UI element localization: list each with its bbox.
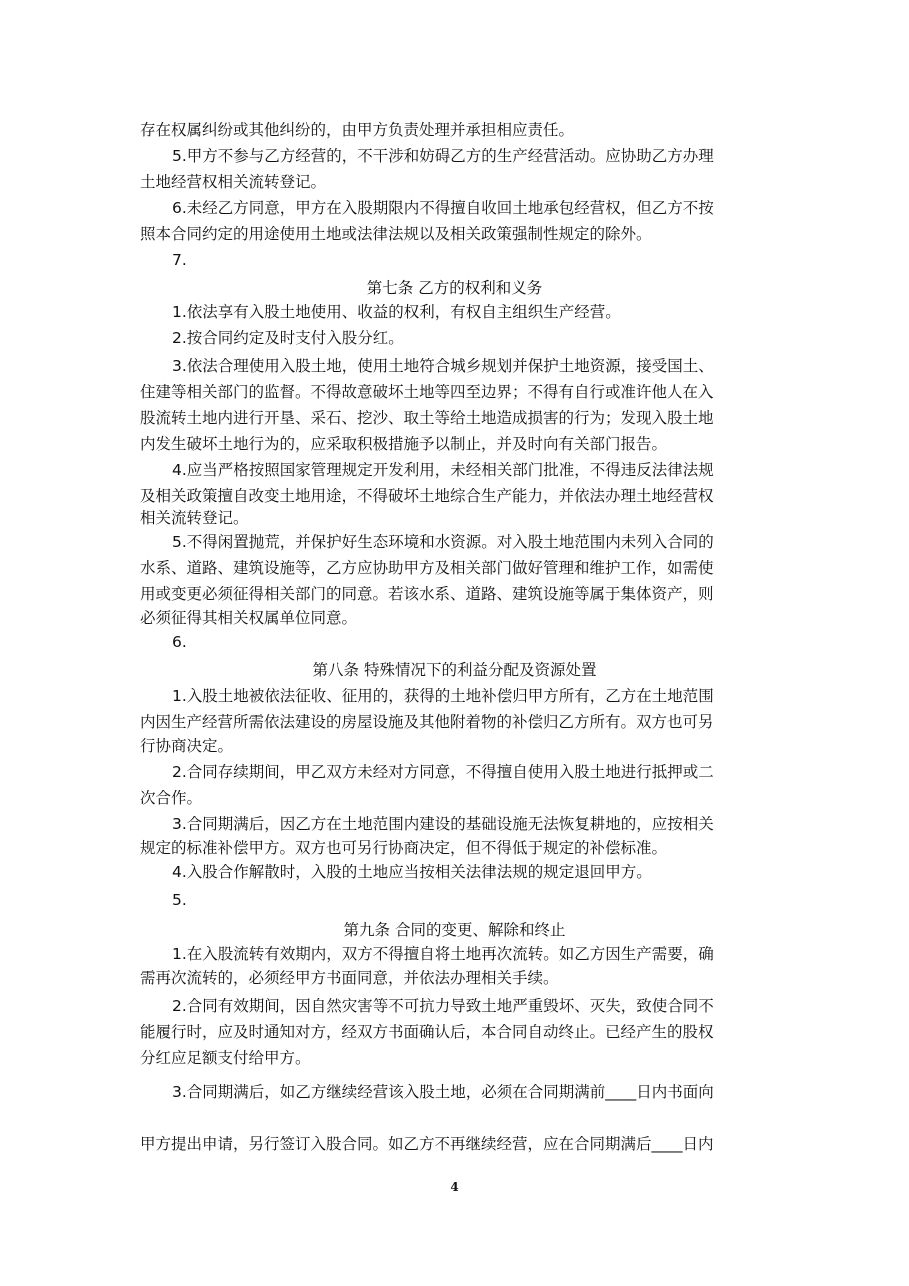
l5: 7. [172, 251, 187, 269]
l19: 必须征得其相关权属单位同意。 [140, 609, 358, 627]
l25: 2.合同存续期间，甲乙双方未经对方同意，不得擅自使用入股土地进行抵押或二 [172, 763, 714, 781]
l2: 土地经营权相关流转登记。 [140, 173, 327, 191]
l1: 5.甲方不参与乙方经营的，不干涉和妨碍乙方的生产经营活动。应协助乙方办理 [172, 147, 714, 165]
l35: 能履行时，应及时通知对方，经双方书面确认后，本合同自动终止。已经产生的股权 [140, 1023, 714, 1041]
section-7-title: 第七条 乙方的权利和义务 [366, 279, 543, 297]
l13: 4.应当严格按照国家管理规定开发利用，未经相关部门批准，不得违反法律法规 [172, 461, 714, 479]
l17: 水系、道路、建筑设施等，乙方应协助甲方及相关部门做好管理和维护工作，如需使 [140, 559, 714, 577]
l23: 内因生产经营所需依法建设的房屋设施及其他附着物的补偿归乙方所有。双方也可另 [140, 713, 714, 731]
l29: 4.入股合作解散时，入股的土地应当按相关法律法规的规定退回甲方。 [172, 863, 652, 881]
l22: 1.入股土地被依法征收、征用的，获得的土地补偿归甲方所有，乙方在土地范围 [172, 687, 714, 705]
l37: 3.合同期满后，如乙方继续经营该入股土地，必须在合同期满前____日内书面向 [172, 1083, 714, 1101]
l8: 2.按合同约定及时支付入股分红。 [172, 329, 404, 347]
section-8-title: 第八条 特殊情况下的利益分配及资源处置 [312, 661, 597, 679]
l15: 相关流转登记。 [140, 509, 249, 527]
l18: 用或变更必须征得相关部门的同意。若该水系、道路、建筑设施等属于集体资产，则 [140, 585, 714, 603]
l32: 1.在入股流转有效期内，双方不得擅自将土地再次流转。如乙方因生产需要，确 [172, 945, 714, 963]
l12: 内发生破坏土地行为的，应采取积极措施予以制止，并及时向有关部门报告。 [140, 435, 668, 453]
l34: 2.合同有效期间，因自然灾害等不可抗力导致土地严重毁坏、灭失，致使合同不 [172, 997, 714, 1015]
l36: 分红应足额支付给甲方。 [140, 1049, 311, 1067]
page-number: 4 [450, 1180, 459, 1194]
l16: 5.不得闲置抛荒，并保护好生态环境和水资源。对入股土地范围内未列入合同的 [172, 533, 714, 551]
l14: 及相关政策擅自改变土地用途，不得破坏土地综合生产能力，并依法办理土地经营权 [140, 487, 714, 505]
l28: 规定的标准补偿甲方。双方也可另行协商决定，但不得低于规定的补偿标准。 [140, 839, 668, 857]
l0: 存在权属纠纷或其他纠纷的，由甲方负责处理并承担相应责任。 [140, 121, 575, 139]
l33: 需再次流转的，必须经甲方书面同意，并依法办理相关手续。 [140, 969, 559, 987]
l27: 3.合同期满后，因乙方在土地范围内建设的基础设施无法恢复耕地的，应按相关 [172, 815, 714, 833]
l26: 次合作。 [140, 789, 203, 807]
l30: 5. [172, 891, 187, 909]
l9: 3.依法合理使用入股土地，使用土地符合城乡规划并保护土地资源，接受国土、 [172, 357, 714, 375]
l4: 照本合同约定的用途使用土地或法律法规以及相关政策强制性规定的除外。 [140, 225, 652, 243]
l11: 股流转土地内进行开垦、采石、挖沙、取土等给土地造成损害的行为；发现入股土地 [140, 409, 714, 427]
section-9-title: 第九条 合同的变更、解除和终止 [343, 921, 566, 939]
l20: 6. [172, 633, 187, 651]
l38: 甲方提出申请，另行签订入股合同。如乙方不再继续经营，应在合同期满后____日内 [140, 1135, 714, 1153]
l7: 1.依法享有入股土地使用、收益的权利，有权自主组织生产经营。 [172, 303, 621, 321]
l3: 6.未经乙方同意，甲方在入股期限内不得擅自收回土地承包经营权，但乙方不按 [172, 199, 714, 217]
l10: 住建等相关部门的监督。不得故意破坏土地等四至边界；不得有自行或准许他人在入 [140, 383, 714, 401]
l24: 行协商决定。 [140, 737, 234, 755]
